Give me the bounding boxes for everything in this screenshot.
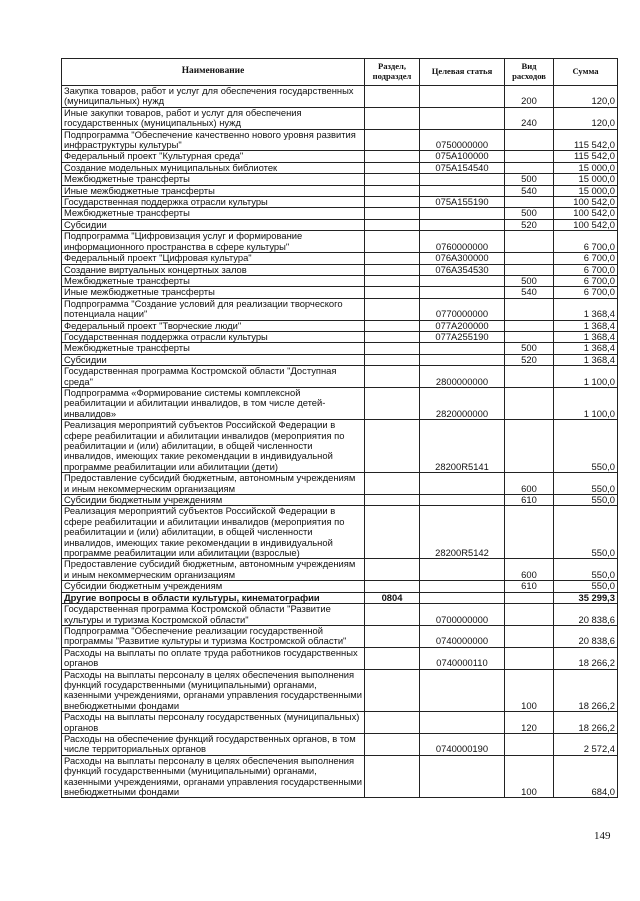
cell-target: 0740000110	[420, 647, 505, 669]
cell-expense: 520	[505, 354, 554, 365]
cell-sum: 120,0	[554, 107, 618, 129]
cell-section	[365, 473, 420, 495]
cell-name: Межбюджетные трансферты	[62, 174, 365, 185]
table-row	[62, 366, 618, 388]
cell-expense: 500	[505, 343, 554, 354]
cell-name: Расходы на выплаты персоналу в целях обеспечения выполнения функций государственными (муниципальными) органами, казенными учреждениями, органами управления государственными внебюджетными фондами	[62, 755, 365, 798]
cell-name: Подпрограмма "Создание условий для реализации творческого потенциала нации"	[62, 298, 365, 320]
cell-expense	[505, 592, 554, 603]
cell-name: Субсидии бюджетным учреждениям	[62, 495, 365, 506]
cell-target: 075A155190	[420, 197, 505, 208]
cell-target: 0760000000	[420, 231, 505, 253]
cell-target	[420, 354, 505, 365]
table-row	[62, 647, 618, 669]
cell-expense	[505, 733, 554, 755]
table-row	[62, 174, 618, 185]
cell-sum: 18 266,2	[554, 647, 618, 669]
cell-section	[365, 366, 420, 388]
cell-sum: 6 700,0	[554, 231, 618, 253]
cell-expense: 600	[505, 559, 554, 581]
cell-sum: 18 266,2	[554, 712, 618, 734]
cell-section	[365, 559, 420, 581]
header-name: Наименование	[62, 59, 365, 86]
cell-section	[365, 320, 420, 331]
table-row	[62, 129, 618, 151]
cell-expense: 240	[505, 107, 554, 129]
cell-section	[365, 420, 420, 473]
cell-expense	[505, 197, 554, 208]
cell-section	[365, 264, 420, 275]
cell-name: Закупка товаров, работ и услуг для обеспечения государственных (муниципальных) нужд	[62, 86, 365, 108]
cell-section	[365, 733, 420, 755]
table-row	[62, 151, 618, 162]
cell-target: 0750000000	[420, 129, 505, 151]
cell-name: Федеральный проект "Цифровая культура"	[62, 253, 365, 264]
cell-target	[420, 86, 505, 108]
table-row	[62, 473, 618, 495]
cell-expense	[505, 506, 554, 559]
table-row	[62, 581, 618, 592]
cell-sum: 1 100,0	[554, 387, 618, 419]
cell-name: Реализация мероприятий субъектов Российской Федерации в сфере реабилитации и абилитации инвалидов (мероприятия по реабилитации и (или) абилитации, в общей численности инвалидов, имеющих такие рекомендации в индивидуальной программе реабилитации или абилитации (дети)	[62, 420, 365, 473]
cell-sum: 115 542,0	[554, 151, 618, 162]
cell-target	[420, 755, 505, 798]
table-row	[62, 253, 618, 264]
cell-expense: 500	[505, 174, 554, 185]
cell-sum: 100 542,0	[554, 208, 618, 219]
table-header-row	[62, 59, 618, 86]
cell-sum: 1 368,4	[554, 320, 618, 331]
table-row	[62, 275, 618, 286]
cell-target: 077A200000	[420, 320, 505, 331]
cell-sum: 1 368,4	[554, 331, 618, 342]
cell-section	[365, 331, 420, 342]
cell-section	[365, 208, 420, 219]
cell-name: Федеральный проект "Творческие люди"	[62, 320, 365, 331]
cell-name: Предоставление субсидий бюджетным, автономным учреждениям и иным некоммерческим организациям	[62, 559, 365, 581]
cell-section	[365, 387, 420, 419]
table-row	[62, 669, 618, 712]
cell-sum: 15 000,0	[554, 162, 618, 173]
cell-sum: 115 542,0	[554, 129, 618, 151]
cell-sum: 1 368,4	[554, 343, 618, 354]
cell-sum: 120,0	[554, 86, 618, 108]
cell-name: Расходы на выплаты персоналу в целях обеспечения выполнения функций государственными (муниципальными) органами, казенными учреждениями, органами управления государственными внебюджетными фондами	[62, 669, 365, 712]
cell-name: Создание виртуальных концертных залов	[62, 264, 365, 275]
cell-target	[420, 287, 505, 298]
cell-section	[365, 581, 420, 592]
budget-table-page	[61, 58, 617, 798]
cell-name: Субсидии бюджетным учреждениям	[62, 581, 365, 592]
cell-section	[365, 712, 420, 734]
table-row	[62, 420, 618, 473]
cell-target: 2820000000	[420, 387, 505, 419]
cell-sum: 1 368,4	[554, 354, 618, 365]
cell-name: Иные межбюджетные трансферты	[62, 185, 365, 196]
cell-expense: 500	[505, 275, 554, 286]
cell-sum: 550,0	[554, 420, 618, 473]
cell-name: Межбюджетные трансферты	[62, 208, 365, 219]
table-row	[62, 298, 618, 320]
cell-expense	[505, 420, 554, 473]
cell-name: Межбюджетные трансферты	[62, 343, 365, 354]
cell-target: 0740000190	[420, 733, 505, 755]
table-row	[62, 559, 618, 581]
table-row	[62, 219, 618, 230]
cell-sum: 550,0	[554, 473, 618, 495]
table-row	[62, 107, 618, 129]
cell-target	[420, 581, 505, 592]
cell-expense: 200	[505, 86, 554, 108]
cell-sum: 18 266,2	[554, 669, 618, 712]
cell-target: 28200R5141	[420, 420, 505, 473]
cell-section	[365, 604, 420, 626]
cell-target	[420, 208, 505, 219]
cell-target: 0770000000	[420, 298, 505, 320]
cell-sum: 35 299,3	[554, 592, 618, 603]
cell-expense	[505, 320, 554, 331]
cell-expense	[505, 253, 554, 264]
cell-section	[365, 107, 420, 129]
cell-expense	[505, 264, 554, 275]
cell-expense: 100	[505, 669, 554, 712]
cell-target: 075A100000	[420, 151, 505, 162]
cell-target	[420, 669, 505, 712]
cell-section	[365, 506, 420, 559]
table-row	[62, 625, 618, 647]
cell-sum: 20 838,6	[554, 604, 618, 626]
cell-expense: 520	[505, 219, 554, 230]
cell-target: 0700000000	[420, 604, 505, 626]
cell-name: Государственная программа Костромской области "Развитие культуры и туризма Костромской области"	[62, 604, 365, 626]
cell-target: 0740000000	[420, 625, 505, 647]
cell-name: Другие вопросы в области культуры, кинематографии	[62, 592, 365, 603]
cell-name: Субсидии	[62, 354, 365, 365]
cell-sum: 6 700,0	[554, 275, 618, 286]
cell-expense: 120	[505, 712, 554, 734]
cell-expense	[505, 625, 554, 647]
cell-name: Иные межбюджетные трансферты	[62, 287, 365, 298]
table-row	[62, 592, 618, 603]
cell-target	[420, 495, 505, 506]
cell-section	[365, 174, 420, 185]
cell-section	[365, 231, 420, 253]
cell-expense	[505, 366, 554, 388]
cell-name: Государственная программа Костромской области "Доступная среда"	[62, 366, 365, 388]
table-row	[62, 331, 618, 342]
cell-expense: 540	[505, 287, 554, 298]
table-row	[62, 343, 618, 354]
cell-section	[365, 275, 420, 286]
table-row	[62, 208, 618, 219]
cell-section	[365, 669, 420, 712]
cell-section	[365, 755, 420, 798]
cell-section	[365, 151, 420, 162]
cell-name: Расходы на выплаты персоналу государственных (муниципальных) органов	[62, 712, 365, 734]
cell-expense: 100	[505, 755, 554, 798]
table-row	[62, 287, 618, 298]
cell-section	[365, 354, 420, 365]
cell-sum: 15 000,0	[554, 174, 618, 185]
cell-section	[365, 185, 420, 196]
cell-section	[365, 129, 420, 151]
cell-name: Межбюджетные трансферты	[62, 275, 365, 286]
cell-expense: 600	[505, 473, 554, 495]
table-row	[62, 506, 618, 559]
table-row	[62, 354, 618, 365]
cell-target	[420, 712, 505, 734]
cell-name: Создание модельных муниципальных библиотек	[62, 162, 365, 173]
cell-name: Предоставление субсидий бюджетным, автономным учреждениям и иным некоммерческим организациям	[62, 473, 365, 495]
table-row	[62, 86, 618, 108]
table-row	[62, 755, 618, 798]
cell-target	[420, 185, 505, 196]
cell-sum: 550,0	[554, 495, 618, 506]
cell-name: Государственная поддержка отрасли культуры	[62, 197, 365, 208]
cell-target	[420, 219, 505, 230]
cell-expense	[505, 387, 554, 419]
cell-sum: 20 838,6	[554, 625, 618, 647]
cell-sum: 2 572,4	[554, 733, 618, 755]
cell-expense: 610	[505, 495, 554, 506]
cell-expense	[505, 298, 554, 320]
cell-name: Иные закупки товаров, работ и услуг для обеспечения государственных (муниципальных) нужд	[62, 107, 365, 129]
cell-name: Государственная поддержка отрасли культуры	[62, 331, 365, 342]
cell-section	[365, 343, 420, 354]
header-target: Целевая статья	[420, 59, 505, 86]
cell-name: Расходы на обеспечение функций государственных органов, в том числе территориальных органов	[62, 733, 365, 755]
cell-expense	[505, 151, 554, 162]
cell-section	[365, 253, 420, 264]
cell-expense	[505, 647, 554, 669]
cell-target: 077A255190	[420, 331, 505, 342]
cell-sum: 6 700,0	[554, 264, 618, 275]
cell-name: Расходы на выплаты по оплате труда работников государственных органов	[62, 647, 365, 669]
cell-target	[420, 592, 505, 603]
cell-section	[365, 298, 420, 320]
cell-expense	[505, 231, 554, 253]
cell-target	[420, 473, 505, 495]
cell-section	[365, 495, 420, 506]
cell-name: Подпрограмма "Цифровизация услуг и формирование информационного пространства в сфере культуры"	[62, 231, 365, 253]
header-sum: Сумма	[554, 59, 618, 86]
cell-expense: 500	[505, 208, 554, 219]
cell-target	[420, 107, 505, 129]
cell-target: 28200R5142	[420, 506, 505, 559]
cell-target: 076A300000	[420, 253, 505, 264]
cell-sum: 684,0	[554, 755, 618, 798]
cell-target: 2800000000	[420, 366, 505, 388]
header-section: Раздел, подраздел	[365, 59, 420, 86]
cell-sum: 550,0	[554, 559, 618, 581]
cell-expense: 540	[505, 185, 554, 196]
cell-section	[365, 162, 420, 173]
cell-expense	[505, 129, 554, 151]
cell-target	[420, 559, 505, 581]
budget-table	[61, 58, 618, 798]
cell-section: 0804	[365, 592, 420, 603]
cell-expense	[505, 604, 554, 626]
cell-target: 076A354530	[420, 264, 505, 275]
header-expense: Вид расходов	[505, 59, 554, 86]
cell-name: Федеральный проект "Культурная среда"	[62, 151, 365, 162]
cell-sum: 100 542,0	[554, 219, 618, 230]
cell-sum: 6 700,0	[554, 253, 618, 264]
table-row	[62, 495, 618, 506]
table-body	[62, 86, 618, 798]
cell-sum: 100 542,0	[554, 197, 618, 208]
cell-name: Подпрограмма "Обеспечение реализации государственной программы "Развитие культуры и туризма Костромской области"	[62, 625, 365, 647]
table-row	[62, 197, 618, 208]
cell-name: Подпрограмма «Формирование системы комплексной реабилитации и абилитации инвалидов, в том числе детей-инвалидов»	[62, 387, 365, 419]
cell-sum: 550,0	[554, 506, 618, 559]
cell-section	[365, 287, 420, 298]
cell-expense	[505, 331, 554, 342]
table-row	[62, 604, 618, 626]
table-row	[62, 264, 618, 275]
cell-name: Подпрограмма "Обеспечение качественно нового уровня развития инфраструктуры культуры"	[62, 129, 365, 151]
cell-name: Субсидии	[62, 219, 365, 230]
page-number: 149	[594, 830, 611, 842]
table-row	[62, 320, 618, 331]
cell-section	[365, 197, 420, 208]
table-row	[62, 162, 618, 173]
cell-section	[365, 647, 420, 669]
cell-expense: 610	[505, 581, 554, 592]
cell-section	[365, 86, 420, 108]
cell-target	[420, 174, 505, 185]
cell-target	[420, 275, 505, 286]
cell-target	[420, 343, 505, 354]
cell-target: 075A154540	[420, 162, 505, 173]
table-row	[62, 712, 618, 734]
cell-section	[365, 625, 420, 647]
table-row	[62, 733, 618, 755]
cell-sum: 1 100,0	[554, 366, 618, 388]
cell-section	[365, 219, 420, 230]
cell-sum: 15 000,0	[554, 185, 618, 196]
table-row	[62, 387, 618, 419]
cell-sum: 1 368,4	[554, 298, 618, 320]
table-row	[62, 231, 618, 253]
cell-expense	[505, 162, 554, 173]
cell-sum: 550,0	[554, 581, 618, 592]
table-row	[62, 185, 618, 196]
cell-name: Реализация мероприятий субъектов Российской Федерации в сфере реабилитации и абилитации инвалидов (мероприятия по реабилитации и (или) абилитации, в общей численности инвалидов, имеющих такие рекомендации в индивидуальной программе реабилитации или абилитации (взрослые)	[62, 506, 365, 559]
cell-sum: 6 700,0	[554, 287, 618, 298]
